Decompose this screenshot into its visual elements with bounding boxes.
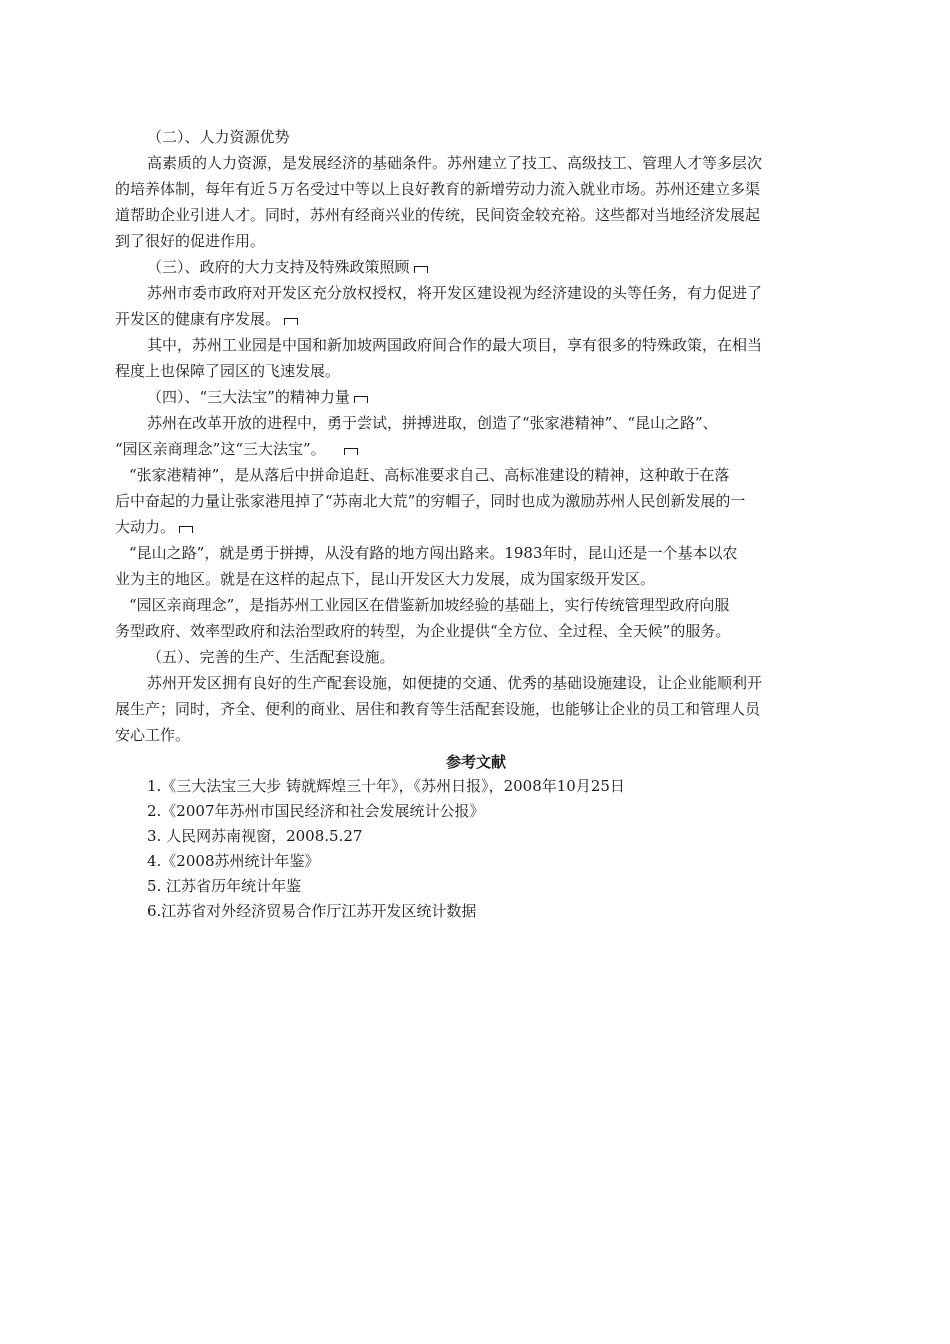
paragraph-mark-icon xyxy=(354,396,368,403)
paragraph-mark-icon xyxy=(179,526,193,533)
paragraph-line: 苏州在改革开放的进程中，勇于尝试，拼搏进取，创造了“张家港精神”、“昆山之路”、 xyxy=(147,414,718,432)
paragraph-line-text: “园区亲商理念”这“三大法宝”。 xyxy=(115,440,326,458)
section-heading-3-text: （三）、政府的大力支持及特殊政策照顾 xyxy=(147,258,410,276)
paragraph-line-text: 开发区的健康有序发展。 xyxy=(115,310,281,328)
paragraph-line: 道帮助企业引进人才。同时，苏州有经商兴业的传统，民间资金较充裕。这些都对当地经济发展起 xyxy=(115,206,761,224)
section-heading-4-text: （四）、“三大法宝”的精神力量 xyxy=(147,388,350,406)
paragraph-line xyxy=(115,306,837,332)
paragraph-line: “园区亲商理念”，是指苏州工业园区在借鉴新加坡经验的基础上，实行传统管理型政府向服 xyxy=(129,596,730,614)
reference-item: 6.江苏省对外经济贸易合作厅江苏开发区统计数据 xyxy=(147,902,477,920)
reference-item: 4.《2008苏州统计年鉴》 xyxy=(147,852,320,870)
section-heading-3 xyxy=(115,254,837,280)
paragraph-line: 展生产；同时，齐全、便利的商业、居住和教育等生活配套设施，也能够让企业的员工和管理人员 xyxy=(115,700,761,718)
paragraph-line: 到了很好的促进作用。 xyxy=(115,232,266,250)
paragraph-line: 安心工作。 xyxy=(115,726,191,744)
paragraph-mark-icon xyxy=(344,448,358,455)
paragraph-line-text: 大动力。 xyxy=(115,518,176,536)
paragraph-line: 程度上也保障了园区的飞速发展。 xyxy=(115,362,341,380)
paragraph-line: 后中奋起的力量让张家港甩掉了“苏南北大荒”的穷帽子，同时也成为激励苏州人民创新发展的一 xyxy=(115,492,746,510)
section-heading-5: （五）、完善的生产、生活配套设施。 xyxy=(147,648,395,666)
paragraph-line: 苏州开发区拥有良好的生产配套设施，如便捷的交通、优秀的基础设施建设，让企业能顺利开 xyxy=(147,674,763,692)
reference-item: 1.《三大法宝三大步 铸就辉煌三十年》，《苏州日报》，2008年10月25日 xyxy=(147,777,625,795)
paragraph-mark-icon xyxy=(414,266,428,273)
paragraph-line: 其中，苏州工业园是中国和新加坡两国政府间合作的最大项目，享有很多的特殊政策，在相当 xyxy=(147,336,763,354)
paragraph-line xyxy=(115,514,837,540)
reference-item: 2.《2007年苏州市国民经济和社会发展统计公报》 xyxy=(147,802,485,820)
paragraph-mark-icon xyxy=(284,318,298,325)
paragraph-line: 务型政府、效率型政府和法治型政府的转型，为企业提供“全方位、全过程、全天候”的服务。 xyxy=(115,622,731,640)
paragraph-line: “张家港精神”，是从落后中拼命追赶、高标准要求自己、高标准建设的精神，这种敢于在落 xyxy=(129,466,730,484)
paragraph-line: “昆山之路”，就是勇于拼搏，从没有路的地方闯出路来。1983年时，昆山还是一个基本以农 xyxy=(129,544,738,562)
paragraph-line: 苏州市委市政府对开发区充分放权授权，将开发区建设视为经济建设的头等任务，有力促进了 xyxy=(147,284,763,302)
document-page xyxy=(115,124,837,924)
paragraph-line: 业为主的地区。就是在这样的起点下，昆山开发区大力发展，成为国家级开发区。 xyxy=(115,570,656,588)
paragraph-line xyxy=(115,436,837,462)
section-heading-4 xyxy=(115,384,837,410)
paragraph-line: 的培养体制，每年有近５万名受过中等以上良好教育的新增劳动力流入就业市场。苏州还建立多渠 xyxy=(115,180,761,198)
reference-item: 3. 人民网苏南视窗，2008.5.27 xyxy=(147,827,363,845)
section-heading-2: （二）、人力资源优势 xyxy=(147,128,290,146)
reference-item: 5. 江苏省历年统计年鉴 xyxy=(147,877,302,895)
paragraph-line: 高素质的人力资源，是发展经济的基础条件。苏州建立了技工、高级技工、管理人才等多层次 xyxy=(147,154,763,172)
references-title: 参考文献 xyxy=(445,753,506,771)
